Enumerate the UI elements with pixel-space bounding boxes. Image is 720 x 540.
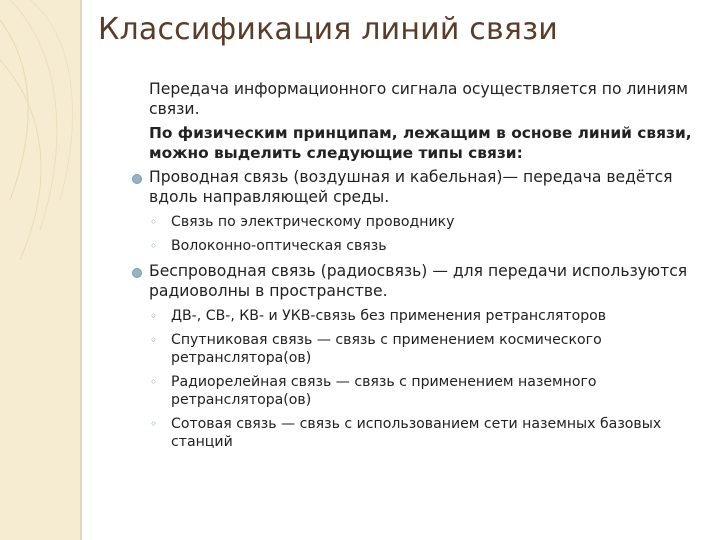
ring-bullet-icon: ◦ [150, 215, 158, 229]
slide-content [96, 79, 706, 457]
decorative-curves [0, 0, 80, 540]
intro-paragraph: Передача информационного сигнала осуществляется по линиям связи. [149, 80, 689, 118]
sub-item-text: Спутниковая связь — связь с применением космического ретранслятора(ов) [171, 332, 602, 366]
ring-bullet-icon: ◦ [150, 309, 158, 323]
sub-item-fiber [96, 237, 706, 255]
sub-item-cellular [96, 415, 706, 451]
ring-bullet-icon: ◦ [150, 239, 158, 253]
sub-item-radio-relay [96, 373, 706, 409]
list-item-wired [96, 167, 706, 207]
sub-item-satellite [96, 331, 706, 367]
ring-bullet-icon: ◦ [150, 375, 158, 389]
sub-item-radio-bands [96, 307, 706, 325]
sub-item-text: Радиорелейная связь — связь с применением наземного ретранслятора(ов) [171, 374, 597, 408]
bullet-icon [132, 268, 142, 278]
decorative-side-band [0, 0, 80, 540]
list-item-text: Проводная связь (воздушная и кабельная)— передача ведётся вдоль направляющей среды. [149, 168, 673, 206]
slide-title: Классификация линий связи [98, 12, 558, 47]
sub-item-text: Связь по электрическому проводнику [171, 214, 455, 230]
sub-item-text: Сотовая связь — связь с использованием сети наземных базовых станций [171, 416, 662, 450]
ring-bullet-icon: ◦ [150, 417, 158, 431]
sub-item-text: Волоконно-оптическая связь [171, 238, 387, 254]
ring-bullet-icon: ◦ [150, 333, 158, 347]
intro-bold-paragraph: По физическим принципам, лежащим в основе линий связи, можно выделить следующие типы связи: [149, 124, 692, 162]
bullet-icon [132, 174, 142, 184]
side-divider [80, 0, 82, 540]
list-item-wireless [96, 261, 706, 301]
sub-item-text: ДВ-, СВ-, КВ- и УКВ-связь без применения ретрансляторов [171, 308, 607, 324]
list-item-text: Беспроводная связь (радиосвязь) — для передачи используются радиоволны в пространстве. [149, 262, 688, 300]
sub-item-electric [96, 213, 706, 231]
